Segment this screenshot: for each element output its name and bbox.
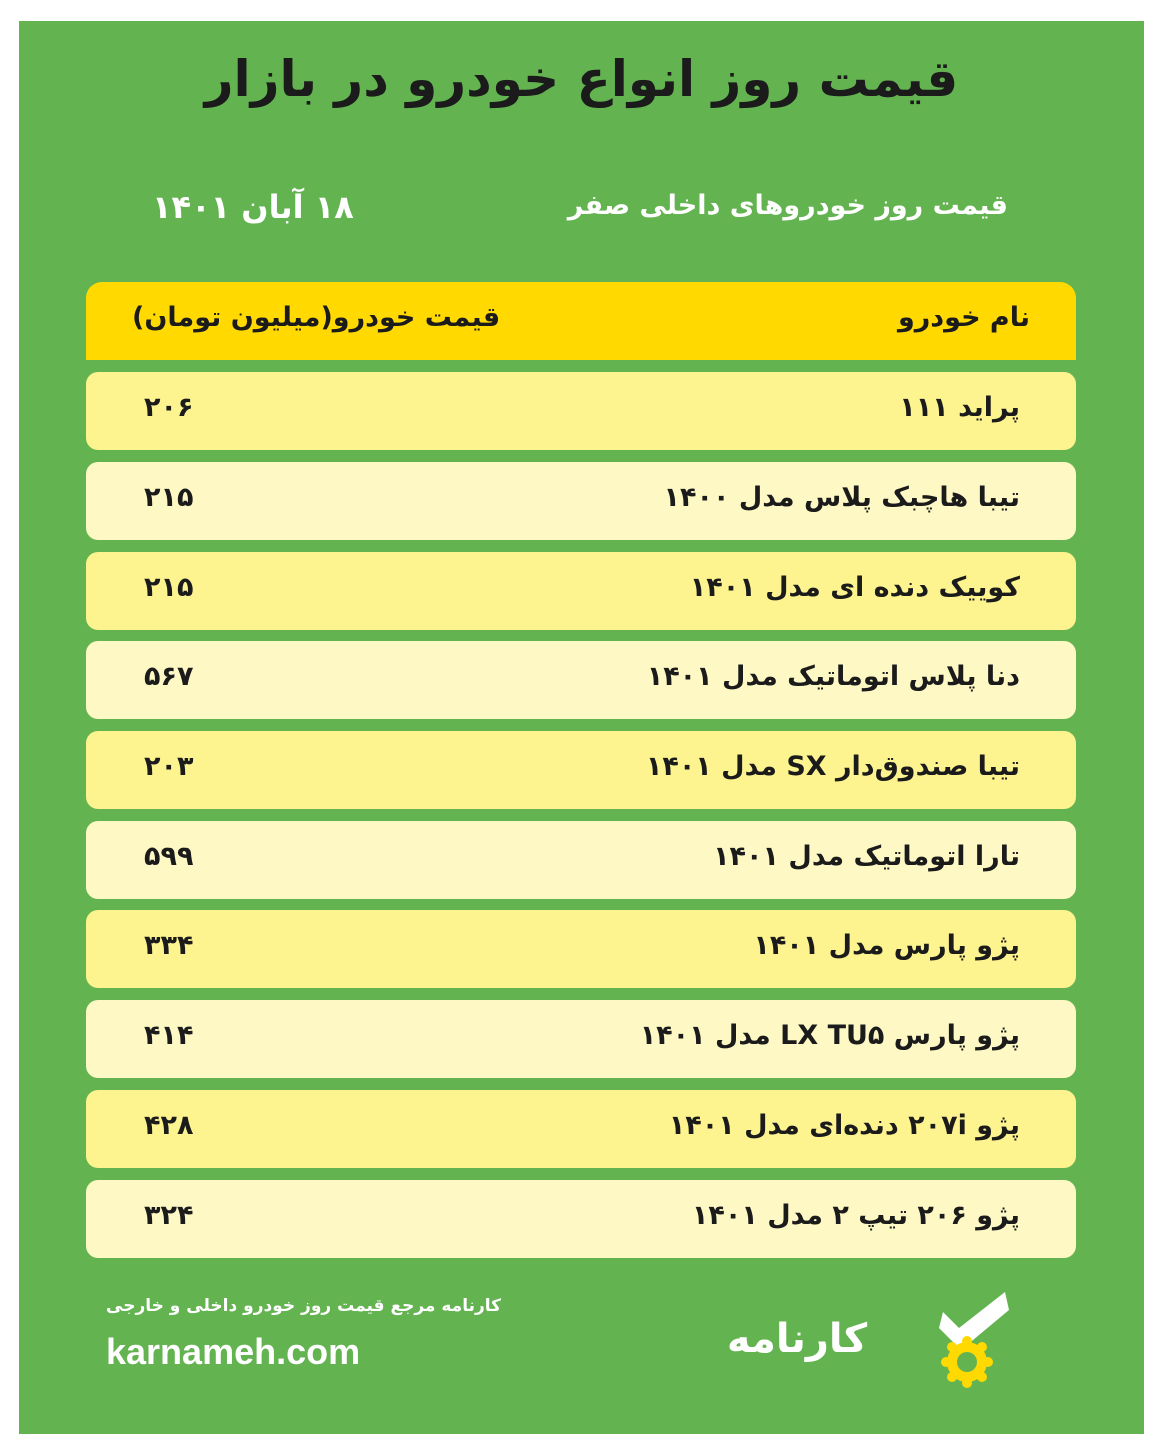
page-subtitle: قیمت روز خودروهای داخلی صفر [567, 190, 1008, 221]
car-price: ۳۳۴ [144, 930, 194, 961]
car-price: ۲۰۶ [144, 392, 194, 423]
car-price: ۳۲۴ [144, 1200, 194, 1231]
car-price: ۵۶۷ [144, 661, 194, 692]
car-price: ۴۲۸ [144, 1110, 194, 1141]
car-name: پژو پارس LX TU۵ مدل ۱۴۰۱ [639, 1020, 1020, 1051]
car-name: تیبا هاچبک پلاس مدل ۱۴۰۰ [663, 482, 1020, 513]
brand-logo [672, 1288, 1022, 1388]
footer-tagline: کارنامه مرجع قیمت روز خودرو داخلی و خارجی [106, 1296, 502, 1316]
table-row [86, 552, 1076, 630]
car-price: ۵۹۹ [144, 841, 194, 872]
car-name: کوییک دنده ای مدل ۱۴۰۱ [689, 572, 1020, 603]
table-row [86, 910, 1076, 988]
table-row [86, 731, 1076, 809]
table-row [86, 641, 1076, 719]
car-name: تیبا صندوق‌دار SX مدل ۱۴۰۱ [645, 751, 1020, 782]
website-link[interactable]: karnameh.com [106, 1331, 361, 1372]
car-name: پژو ۲۰۶ تیپ ۲ مدل ۱۴۰۱ [691, 1200, 1020, 1231]
column-header-price: قیمت خودرو(میلیون تومان) [132, 302, 501, 333]
car-name: پژو پارس مدل ۱۴۰۱ [753, 930, 1020, 961]
table-row [86, 372, 1076, 450]
table-row [86, 1090, 1076, 1168]
date-label: ۱۸ آبان ۱۴۰۱ [152, 188, 354, 226]
checkmark-sun-icon [937, 1288, 1017, 1388]
car-price: ۲۱۵ [144, 482, 194, 513]
car-name: پراید ۱۱۱ [899, 392, 1020, 423]
car-name: دنا پلاس اتوماتیک مدل ۱۴۰۱ [646, 661, 1020, 692]
car-price: ۲۱۵ [144, 572, 194, 603]
page-title: قیمت روز انواع خودرو در بازار [204, 50, 959, 108]
car-name: پژو ۲۰۷i دنده‌ای مدل ۱۴۰۱ [668, 1110, 1020, 1141]
table-row [86, 1180, 1076, 1258]
table-row [86, 821, 1076, 899]
table-row [86, 462, 1076, 540]
logo-wordmark: کارنامه [726, 1316, 868, 1362]
car-price: ۲۰۳ [144, 751, 194, 782]
table-row [86, 1000, 1076, 1078]
car-name: تارا اتوماتیک مدل ۱۴۰۱ [713, 841, 1020, 872]
table-header [86, 282, 1076, 360]
car-price: ۴۱۴ [144, 1020, 194, 1051]
column-header-name: نام خودرو [897, 302, 1030, 333]
